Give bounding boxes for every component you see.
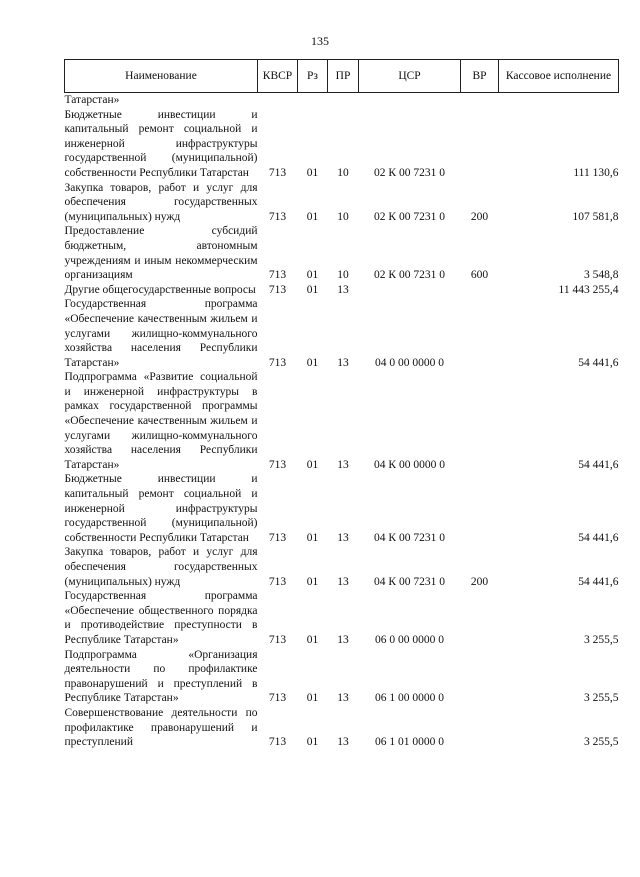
row-name: Закупка товаров, работ и услуг для обеспечения государственных (муниципальных) нужд	[64, 181, 258, 223]
row-kvsr: 713	[268, 531, 287, 544]
row-kvsr: 713	[268, 283, 287, 296]
row-pr: 10	[337, 166, 349, 179]
table-row	[65, 93, 619, 108]
row-vr: 600	[470, 269, 489, 282]
row-rz: 01	[306, 692, 319, 705]
table-header-row	[65, 60, 619, 93]
row-csr: 02 К 00 7231 0	[374, 166, 445, 179]
row-name: Другие общегосударственные вопросы	[64, 283, 256, 296]
row-vr	[461, 648, 499, 706]
header-kvsr: КВСР	[258, 60, 298, 93]
row-kvsr: 713	[268, 633, 287, 646]
row-pr: 13	[337, 531, 349, 544]
row-pr	[328, 93, 359, 108]
table-row	[65, 108, 619, 181]
row-amount: 54 441,6	[578, 531, 619, 544]
header-rz: Рз	[298, 60, 328, 93]
row-name: Татарстан»	[64, 94, 120, 106]
row-kvsr: 713	[268, 166, 287, 179]
row-csr: 04 К 00 0000 0	[374, 458, 445, 471]
row-vr	[461, 589, 499, 647]
table-row	[65, 648, 619, 706]
row-name: Закупка товаров, работ и услуг для обеспечения государственных (муниципальных) нужд	[64, 546, 258, 588]
row-pr: 13	[337, 283, 349, 296]
row-rz: 01	[306, 736, 319, 749]
row-pr: 13	[337, 633, 349, 646]
row-rz: 01	[306, 531, 319, 544]
row-name: Предоставление субсидий бюджетным, автономным учреждениям и иным некоммерческим организациям	[64, 225, 258, 282]
row-csr: 04 К 00 7231 0	[374, 575, 445, 588]
row-kvsr	[258, 93, 298, 108]
header-csr: ЦСР	[359, 60, 461, 93]
row-pr: 13	[337, 356, 349, 369]
row-vr: 200	[470, 210, 489, 223]
row-name: Государственная программа «Обеспечение качественным жильем и услугами жилищно-коммунального хозяйства населения Республики Татарстан»	[64, 298, 258, 369]
table-row	[65, 370, 619, 472]
row-amount: 3 255,5	[584, 736, 619, 749]
row-vr	[461, 93, 499, 108]
row-amount: 54 441,6	[578, 458, 619, 471]
row-amount: 3 255,5	[584, 692, 619, 705]
row-rz: 01	[306, 269, 319, 282]
row-kvsr: 713	[268, 692, 287, 705]
table-row	[65, 545, 619, 589]
row-rz: 01	[306, 166, 319, 179]
row-csr: 04 К 00 7231 0	[374, 531, 445, 544]
row-rz: 01	[306, 283, 319, 296]
row-vr	[461, 297, 499, 370]
row-rz: 01	[306, 458, 319, 471]
row-csr: 06 1 00 0000 0	[375, 692, 444, 705]
row-csr: 06 0 00 0000 0	[375, 633, 444, 646]
row-amount: 3 255,5	[584, 633, 619, 646]
row-amount: 54 441,6	[578, 575, 619, 588]
table-row	[65, 706, 619, 750]
table-row	[65, 224, 619, 282]
row-kvsr: 713	[268, 269, 287, 282]
row-csr	[359, 93, 461, 108]
row-amount: 11 443 255,4	[558, 283, 619, 296]
row-amount: 107 581,8	[572, 210, 619, 223]
row-kvsr: 713	[268, 575, 287, 588]
row-name: Государственная программа «Обеспечение общественного порядка и противодействие преступности в Республике Татарстан»	[64, 590, 258, 646]
header-amount: Кассовое исполнение	[499, 60, 619, 93]
budget-table	[64, 59, 619, 750]
row-pr: 13	[337, 736, 349, 749]
row-pr: 13	[337, 692, 349, 705]
row-pr: 10	[337, 210, 349, 223]
row-name: Бюджетные инвестиции и капитальный ремонт социальной и инженерной инфраструктуры государственной (муниципальной) собственности Республики Татарстан	[64, 473, 258, 544]
table-body	[65, 93, 619, 750]
row-vr: 200	[470, 575, 489, 588]
table-row	[65, 472, 619, 545]
row-name: Подпрограмма «Организация деятельности по профилактике правонарушений и преступлений в Республике Татарстан»	[64, 648, 258, 705]
row-rz: 01	[306, 575, 319, 588]
row-rz: 01	[306, 210, 319, 223]
row-kvsr: 713	[268, 458, 287, 471]
table-row	[65, 181, 619, 225]
row-csr	[359, 283, 461, 298]
row-vr	[461, 472, 499, 545]
row-kvsr: 713	[268, 210, 287, 223]
row-amount: 54 441,6	[578, 356, 619, 369]
row-csr: 06 1 01 0000 0	[375, 736, 444, 749]
row-amount	[499, 93, 619, 108]
row-amount: 3 548,8	[584, 269, 619, 282]
row-csr: 02 К 00 7231 0	[374, 210, 445, 223]
row-name: Подпрограмма «Развитие социальной и инженерной инфраструктуры в рамках государственной программы «Обеспечение качественным жильем и услугами жилищно-коммунального хозяйства населения Республики Татарстан»	[64, 371, 258, 471]
row-rz: 01	[306, 633, 319, 646]
header-pr: ПР	[328, 60, 359, 93]
row-vr	[461, 108, 499, 181]
header-vr: ВР	[461, 60, 499, 93]
header-name: Наименование	[65, 60, 258, 93]
row-pr: 10	[337, 269, 349, 282]
row-pr: 13	[337, 458, 349, 471]
row-kvsr: 713	[268, 356, 287, 369]
table-row	[65, 589, 619, 647]
row-rz: 01	[306, 356, 319, 369]
row-kvsr: 713	[268, 736, 287, 749]
row-csr: 04 0 00 0000 0	[375, 356, 444, 369]
table-row	[65, 297, 619, 370]
row-amount: 111 130,6	[573, 166, 619, 179]
row-name: Бюджетные инвестиции и капитальный ремонт социальной и инженерной инфраструктуры государственной (муниципальной) собственности Республики Татарстан	[64, 108, 258, 179]
table-row	[65, 283, 619, 298]
row-csr: 02 К 00 7231 0	[374, 269, 445, 282]
row-name: Совершенствование деятельности по профилактике правонарушений и преступлений	[64, 706, 258, 749]
row-rz	[298, 93, 328, 108]
row-pr: 13	[337, 575, 349, 588]
page-number: 135	[311, 34, 329, 48]
row-vr	[461, 283, 499, 298]
row-vr	[461, 706, 499, 750]
row-vr	[461, 370, 499, 472]
